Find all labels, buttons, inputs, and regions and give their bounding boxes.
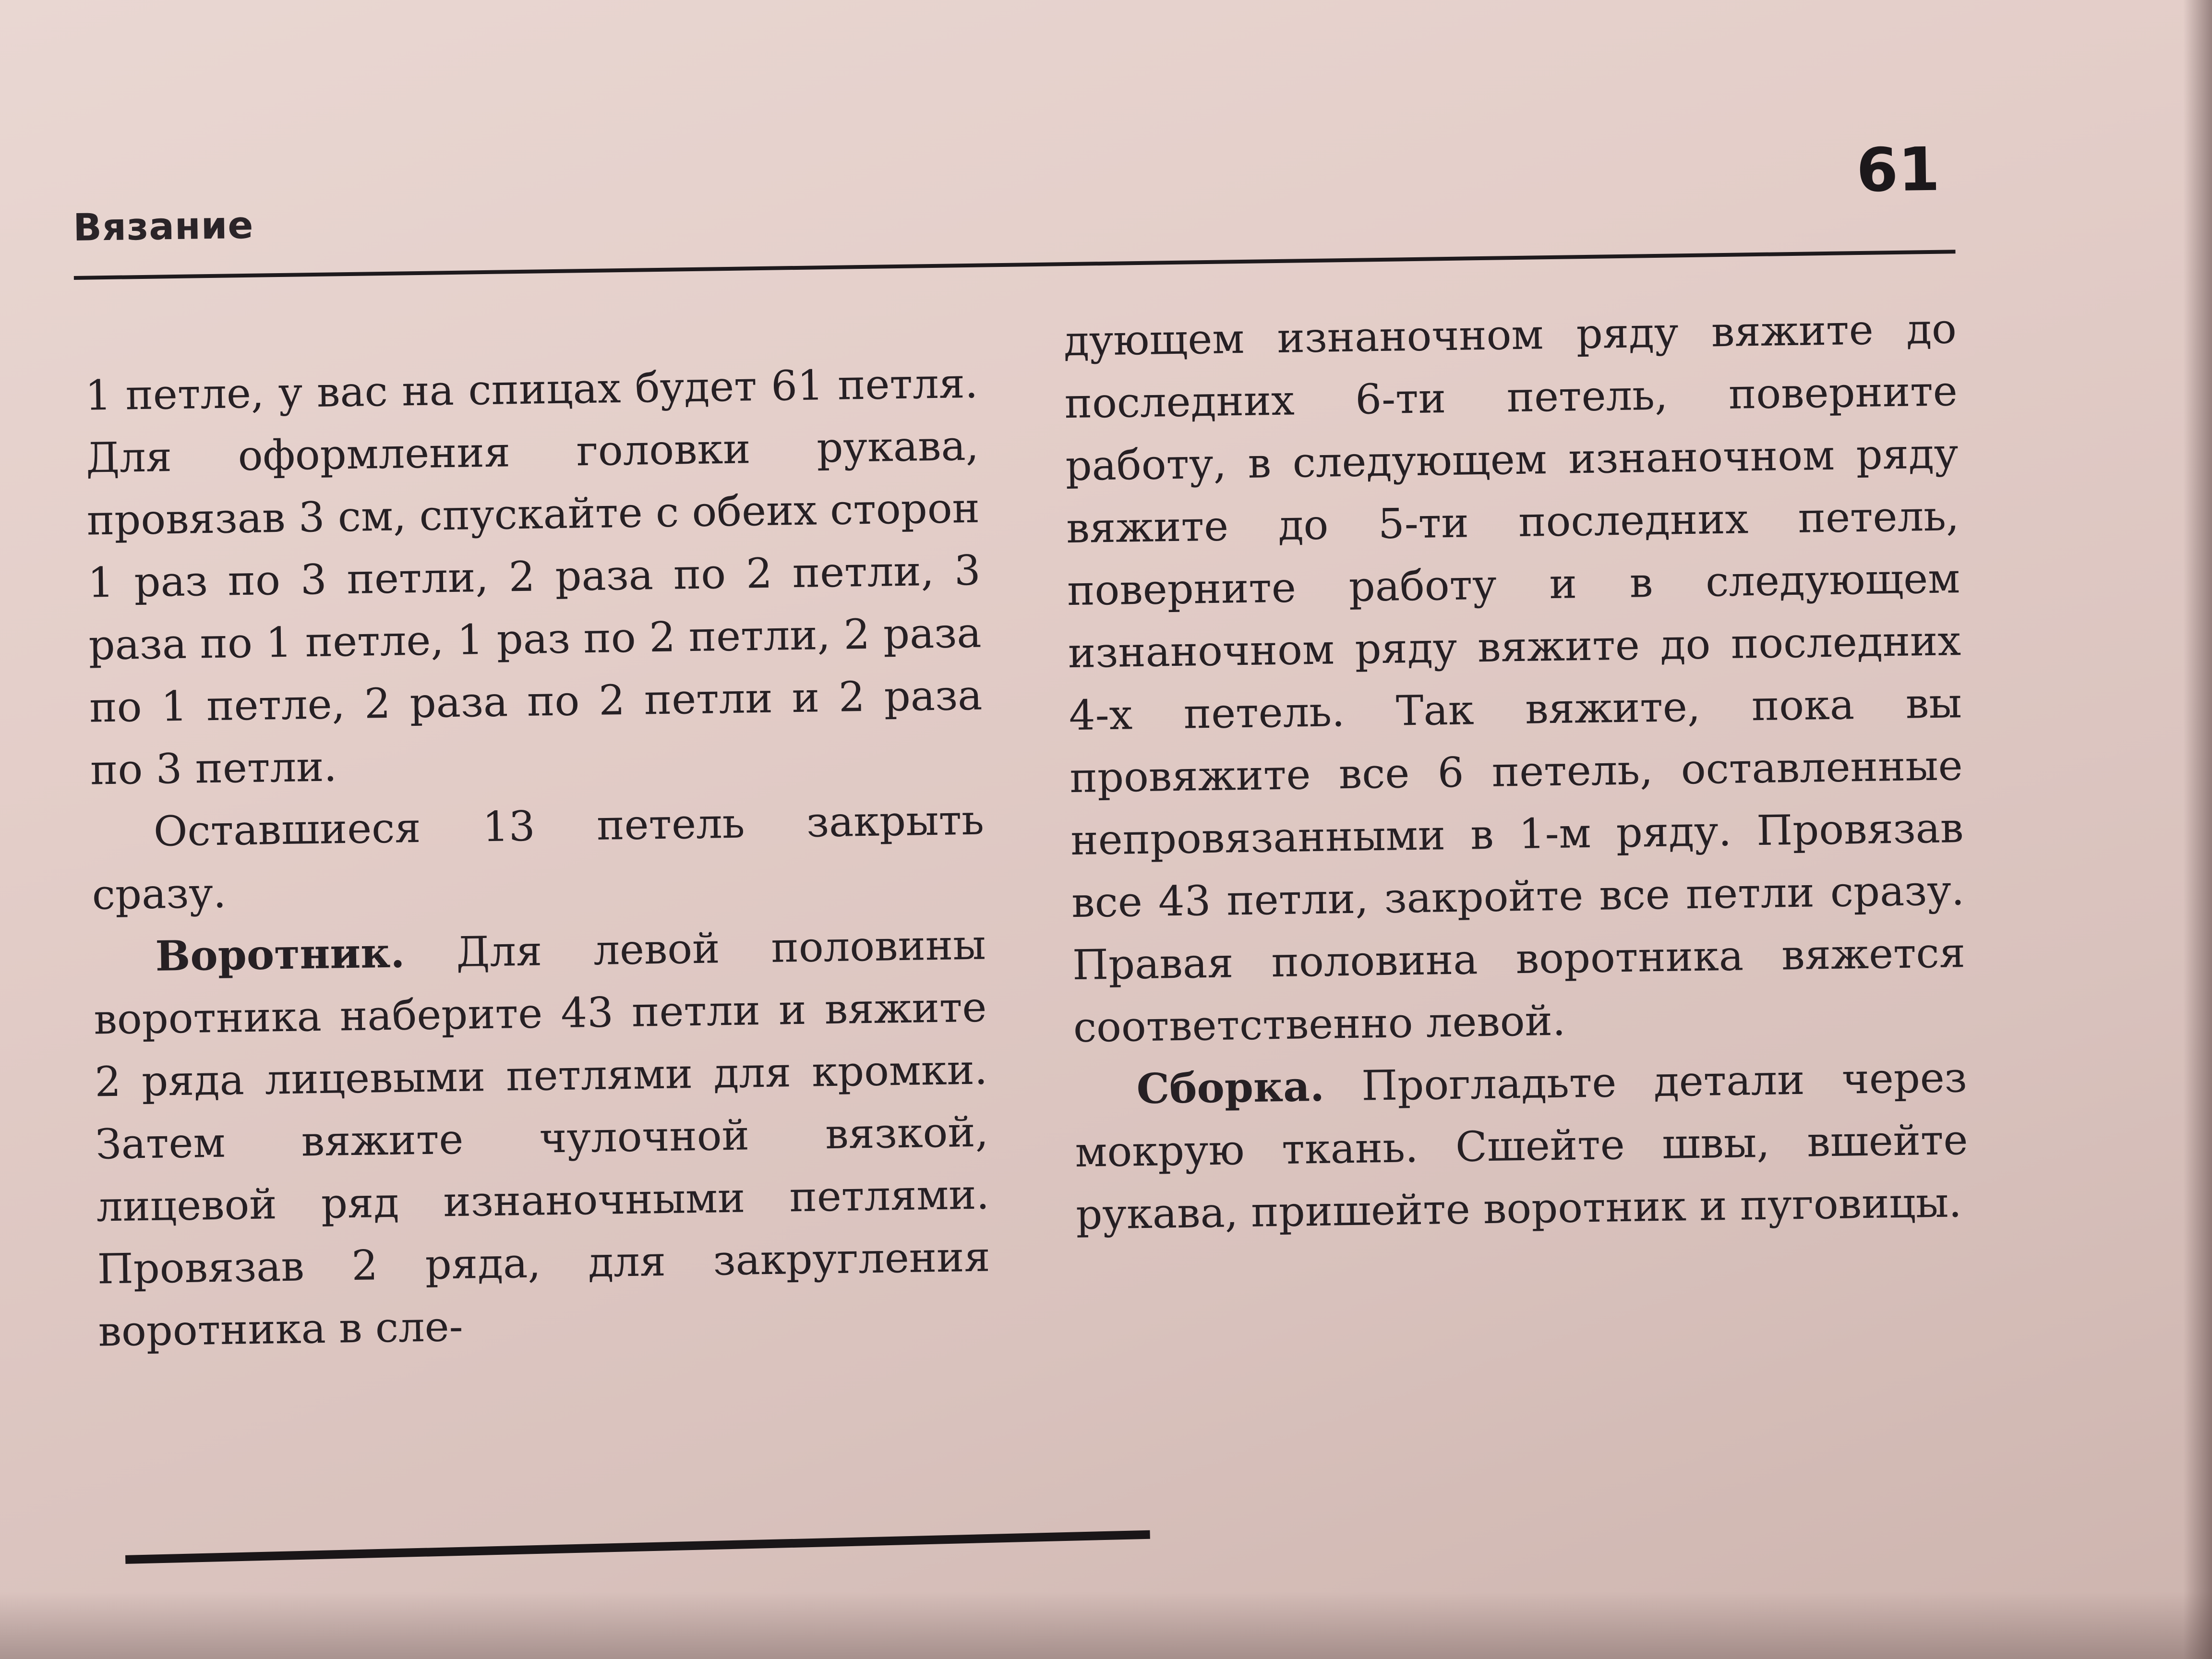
- assembly-text: Прогладьте детали через мокрую ткань. Сшейте швы, вшейте рукава, пришейте воротник и пуговицы.: [1074, 1054, 1969, 1239]
- book-page: [72, 118, 1974, 1584]
- collar-text: Для левой половины воротника наберите 43 петли и вяжите 2 ряда лицевыми петлями для кромки. Затем вяжите чулочной вязкой, лицевой ряд изнаночными петлями. Провязав 2 ряда, для закругления воротника в сле-: [93, 921, 991, 1356]
- left-column: [84, 352, 991, 1363]
- right-column: [1063, 298, 1969, 1246]
- assembly-heading: Сборка.: [1136, 1062, 1325, 1114]
- page-edge-shadow: [2183, 0, 2212, 1659]
- paragraph-collar: [93, 914, 992, 1363]
- paragraph-collar-continued: дующем изнаночном ряду вяжите до последних 6-ти петель, поверните работу, в следующем изнаночном ряду вяжите до 5-ти последних петель, поверните работу и в следующем изнаночном ряду вяжите до последних 4-х петель. Так вяжите, пока вы провяжите все 6 петель, оставленные непровязанными в 1-м ряду. Провязав все 43 петли, закройте все петли сразу. Правая половина воротника вяжется соответственно левой.: [1063, 305, 1966, 1052]
- bottom-shadow: [0, 1592, 2212, 1659]
- paragraph-bind-off: Оставшиеся 13 петель закрыть сразу.: [92, 796, 985, 919]
- page-number: 61: [1856, 134, 1941, 206]
- collar-heading: Воротник.: [155, 928, 405, 981]
- header-divider: [74, 250, 1956, 280]
- paragraph-assembly: [1074, 1046, 1969, 1246]
- paragraph-sleeve-cap: 1 петле, у вас на спицах будет 61 петля. Для оформления головки рукава, провязав 3 см, спускайте с обеих сторон 1 раз по 3 петли, 2 раза по 2 петли, 3 раза по 1 петле, 1 раз по 2 петли, 2 раза по 1 петле, 2 раза по 2 петли и 2 раза по 3 петли.: [84, 359, 983, 794]
- section-title: Вязание: [72, 204, 254, 250]
- footer-divider: [125, 1530, 1150, 1564]
